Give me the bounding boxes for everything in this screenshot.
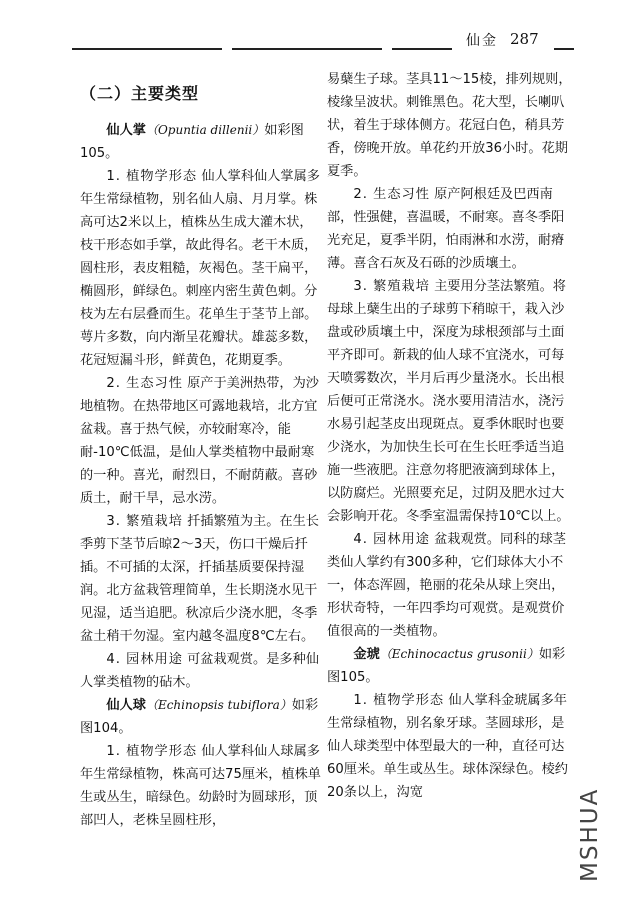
paragraph <box>80 372 325 510</box>
section-title: （二）主要类型 <box>80 84 200 103</box>
paragraph <box>327 183 575 275</box>
subsection-label: 1. 植物学形态 <box>106 169 198 184</box>
figure-ref: 如彩图105。 <box>327 647 566 685</box>
paragraph-text: 扦插繁殖为主。在生长季剪下茎节后晾2～3天，伤口干燥后扦插。不可插的太深，扦插基质要保持湿润。北方盆栽管理简单，生长期浇水见干见湿，适当追肥。秋凉后少浇水肥，冬季盆土稍干勿湿。室内越冬温度8℃左右。 <box>80 514 319 644</box>
figure-ref: 如彩图105。 <box>80 123 304 161</box>
latin-name: （Echinopsis tubiflora） <box>145 698 292 712</box>
paragraph-text: 易蘖生子球。茎具11～15棱，排列规则，棱缘呈波状。刺锥黑色。花大型，长喇叭状，着生于球体侧方。花冠白色，稍具芳香，傍晚开放。单花约开放36小时。花期夏季。 <box>327 72 572 179</box>
header-rule <box>554 48 574 50</box>
subsection-label: 1. 植物学形态 <box>106 744 198 759</box>
plant-entry-heading <box>80 119 325 165</box>
plant-name: 仙人球 <box>106 698 146 713</box>
subsection-label: 4. 园林用途 <box>106 652 183 667</box>
paragraph-text: 原产于美洲热带，为沙地植物。在热带地区可露地栽培，北方宜盆栽。喜于热气候，亦较耐寒冷，能耐-10℃低温，是仙人掌类植物中最耐寒的一种。喜光，耐烈日，不耐荫蔽。喜砂质土，耐干旱，忌水涝。 <box>80 376 319 506</box>
paragraph <box>80 510 325 648</box>
paragraph <box>327 689 575 804</box>
paragraph-text: 仙人掌科仙人掌属多年生常绿植物，别名仙人扇、月月掌。株高可达2米以上，植株丛生成大灌木状，枝干形态如手掌，故此得名。老干木质，圆柱形，表皮粗糙，灰褐色。茎干扁平，椭圆形，鲜绿色。刺座内密生黄色刺。分枝为左右层叠而生。花单生于茎节上部。萼片多数，向内渐呈花瓣状。雄蕊多数，花冠短漏斗形，鲜黄色，花期夏季。 <box>80 169 320 368</box>
subsection-label: 1. 植物学形态 <box>353 693 445 708</box>
subsection-label: 3. 繁殖栽培 <box>353 279 430 294</box>
page-header <box>0 0 617 58</box>
subsection-label: 3. 繁殖栽培 <box>106 514 183 529</box>
paragraph-text: 可盆栽观赏。是多种仙人掌类植物的砧木。 <box>80 652 319 690</box>
plant-name: 仙人掌 <box>106 123 146 138</box>
right-column <box>327 68 575 804</box>
header-rule <box>232 48 382 50</box>
paragraph-text: 仙人掌科金琥属多年生常绿植物，别名象牙球。茎圆球形，是仙人球类型中体型最大的一种，直径可达60厘米。单生或丛生。球体深绿色。棱约20条以上，沟宽 <box>327 693 568 800</box>
header-rule <box>72 48 222 50</box>
plant-name: 金琥 <box>353 647 380 662</box>
paragraph-text: 主要用分茎法繁殖。将母球上蘖生出的子球剪下稍晾干，栽入沙盘或砂质壤土中，深度为球根颈部与土面平齐即可。新栽的仙人球不宜浇水，可每天喷雾数次，半月后再少量浇水。长出根后便可正常浇水。浇水要用清洁水，浇污水易引起茎皮出现斑点。夏季休眠时也要少浇水，为加快生长可在生长旺季适当追施一些液肥。注意勿将肥液滴到球体上，以防腐烂。光照要充足，过阴及肥水过大会影响开花。冬季室温需保持10℃以上。 <box>327 279 570 524</box>
subsection-label: 2. 生态习性 <box>106 376 183 391</box>
paragraph <box>327 528 575 643</box>
subsection-label: 4. 园林用途 <box>353 532 430 547</box>
paragraph <box>327 68 575 183</box>
latin-name: （Opuntia dillenii） <box>145 123 265 137</box>
figure-ref: 如彩图104。 <box>80 698 319 736</box>
paragraph-text: 盆栽观赏。同科的球茎类仙人掌约有300多种，它们球体大小不一，体态浑圆，艳丽的花朵从球上突出，形状奇特，一年四季均可观赏。是观赏价值很高的一类植物。 <box>327 532 566 639</box>
watermark: MSHUA <box>577 787 603 882</box>
plant-entry-heading <box>80 694 325 740</box>
plant-entry-heading <box>327 643 575 689</box>
header-rule <box>392 48 452 50</box>
paragraph-text: 仙人掌科仙人球属多年生常绿植物，株高可达75厘米，植株单生或丛生，暗绿色。幼龄时为圆球形，顶部凹人，老株呈圆柱形， <box>80 744 321 828</box>
running-title: 仙金 <box>466 33 498 49</box>
paragraph <box>327 275 575 528</box>
subsection-label: 2. 生态习性 <box>353 187 430 202</box>
paragraph <box>80 740 325 832</box>
paragraph <box>80 648 325 694</box>
paragraph <box>80 165 325 372</box>
page-number: 287 <box>510 30 539 48</box>
paragraph-text: 原产阿根廷及巴西南部，性强健，喜温暖，不耐寒。喜冬季阳光充足，夏季半阴，怕雨淋和水涝，耐瘠薄。喜含石灰及石砾的沙质壤土。 <box>327 187 565 271</box>
latin-name: （Echinocactus grusonii） <box>379 647 539 661</box>
left-column <box>80 68 325 832</box>
